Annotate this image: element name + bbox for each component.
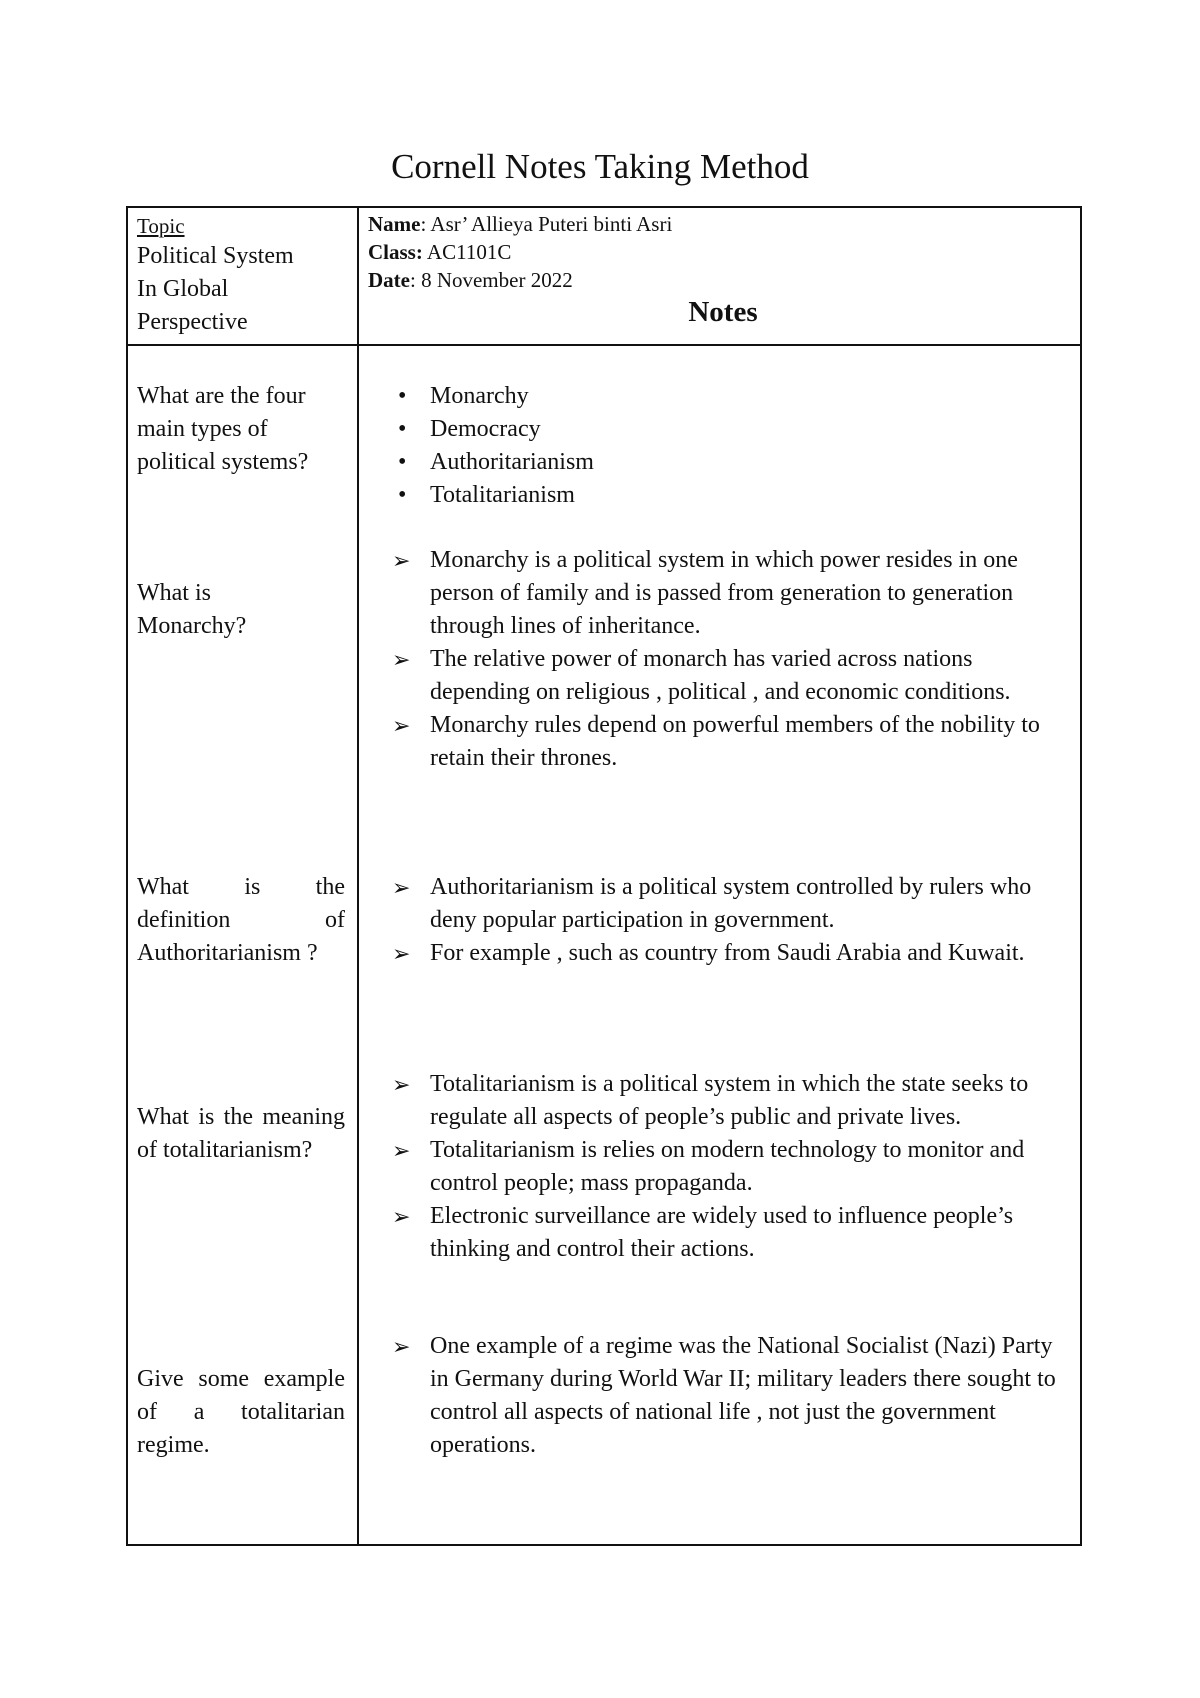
- cornell-notes-table: [126, 206, 1082, 1546]
- notes-points: [392, 1330, 1072, 1462]
- topic-label: Topic: [137, 214, 185, 238]
- point-text: Monarchy rules depend on powerful members of the nobility to retain their thrones.: [430, 712, 1040, 771]
- class-label: Class:: [368, 240, 423, 264]
- cue-question: What are the four main types of political systems?: [137, 383, 309, 475]
- list-item: [392, 871, 1072, 937]
- cue-question: What is Monarchy?: [137, 580, 247, 639]
- list-item: [392, 1200, 1072, 1266]
- list-item: [392, 709, 1072, 775]
- point-text: Authoritarianism is a political system controlled by rulers who deny popular participation in government.: [430, 874, 1032, 933]
- date-label: Date: [368, 268, 410, 292]
- topic-line: In Global: [137, 276, 229, 302]
- date-value: : 8 November 2022: [409, 268, 573, 292]
- point-text: Monarchy is a political system in which power resides in one person of family and is passed from generation to generation through lines of inheritance.: [430, 547, 1018, 639]
- page-title: Cornell Notes Taking Method: [391, 147, 809, 186]
- date-row: [368, 266, 1068, 294]
- point-text: Totalitarianism is a political system in which the state seeks to regulate all aspects of people’s public and private lives.: [430, 1071, 1029, 1130]
- point-text: For example , such as country from Saudi Arabia and Kuwait.: [430, 940, 1025, 966]
- topic-line: Perspective: [137, 309, 248, 335]
- list-item: [392, 1068, 1072, 1134]
- arrow-bullet-icon: ➢: [392, 1334, 411, 1359]
- point-text: Electronic surveillance are widely used to influence people’s thinking and control their actions.: [430, 1203, 1014, 1262]
- list-item: • Democracy: [392, 413, 1072, 446]
- column-divider: [357, 208, 359, 1544]
- class-row: [368, 238, 1068, 266]
- point-text: One example of a regime was the National Socialist (Nazi) Party in Germany during World War II; military leaders there sought to control all aspects of national life , not just the government operations.: [430, 1333, 1056, 1458]
- name-row: [368, 210, 1068, 238]
- notes-points: [392, 544, 1072, 775]
- arrow-bullet-icon: ➢: [392, 875, 411, 900]
- arrow-bullet-icon: ➢: [392, 647, 411, 672]
- cue-question: What is the meaning of totalitarianism?: [137, 1104, 345, 1163]
- arrow-bullet-icon: ➢: [392, 1138, 411, 1163]
- notes-heading: Notes: [688, 296, 758, 328]
- name-value: : Asr’ Allieya Puteri binti Asri: [420, 212, 673, 236]
- arrow-bullet-icon: ➢: [392, 548, 411, 573]
- list-item: [392, 643, 1072, 709]
- arrow-bullet-icon: ➢: [392, 713, 411, 738]
- cue-question: Give some example of a totalitarian regime.: [137, 1366, 345, 1458]
- header-divider: [128, 344, 1080, 346]
- topic-line: Political System: [137, 243, 294, 269]
- notes-bullet-list: [392, 380, 1072, 512]
- student-info: [368, 210, 1068, 294]
- arrow-bullet-icon: ➢: [392, 941, 411, 966]
- class-value: AC1101C: [422, 240, 512, 264]
- list-item: • Monarchy: [392, 380, 1072, 413]
- notes-points: [392, 1068, 1072, 1266]
- point-text: The relative power of monarch has varied across nations depending on religious , political , and economic conditions.: [430, 646, 1011, 705]
- name-label: Name: [368, 212, 421, 236]
- list-item: [392, 1134, 1072, 1200]
- arrow-bullet-icon: ➢: [392, 1204, 411, 1229]
- list-item: [392, 544, 1072, 643]
- list-item: • Totalitarianism: [392, 479, 1072, 512]
- cue-question: What is the definition of Authoritarianism ?: [137, 874, 345, 966]
- notes-points: [392, 871, 1072, 970]
- list-item: [392, 1330, 1072, 1462]
- point-text: Totalitarianism is relies on modern technology to monitor and control people; mass propaganda.: [430, 1137, 1025, 1196]
- list-item: • Authoritarianism: [392, 446, 1072, 479]
- list-item: [392, 937, 1072, 970]
- arrow-bullet-icon: ➢: [392, 1072, 411, 1097]
- topic-cell: [137, 208, 351, 339]
